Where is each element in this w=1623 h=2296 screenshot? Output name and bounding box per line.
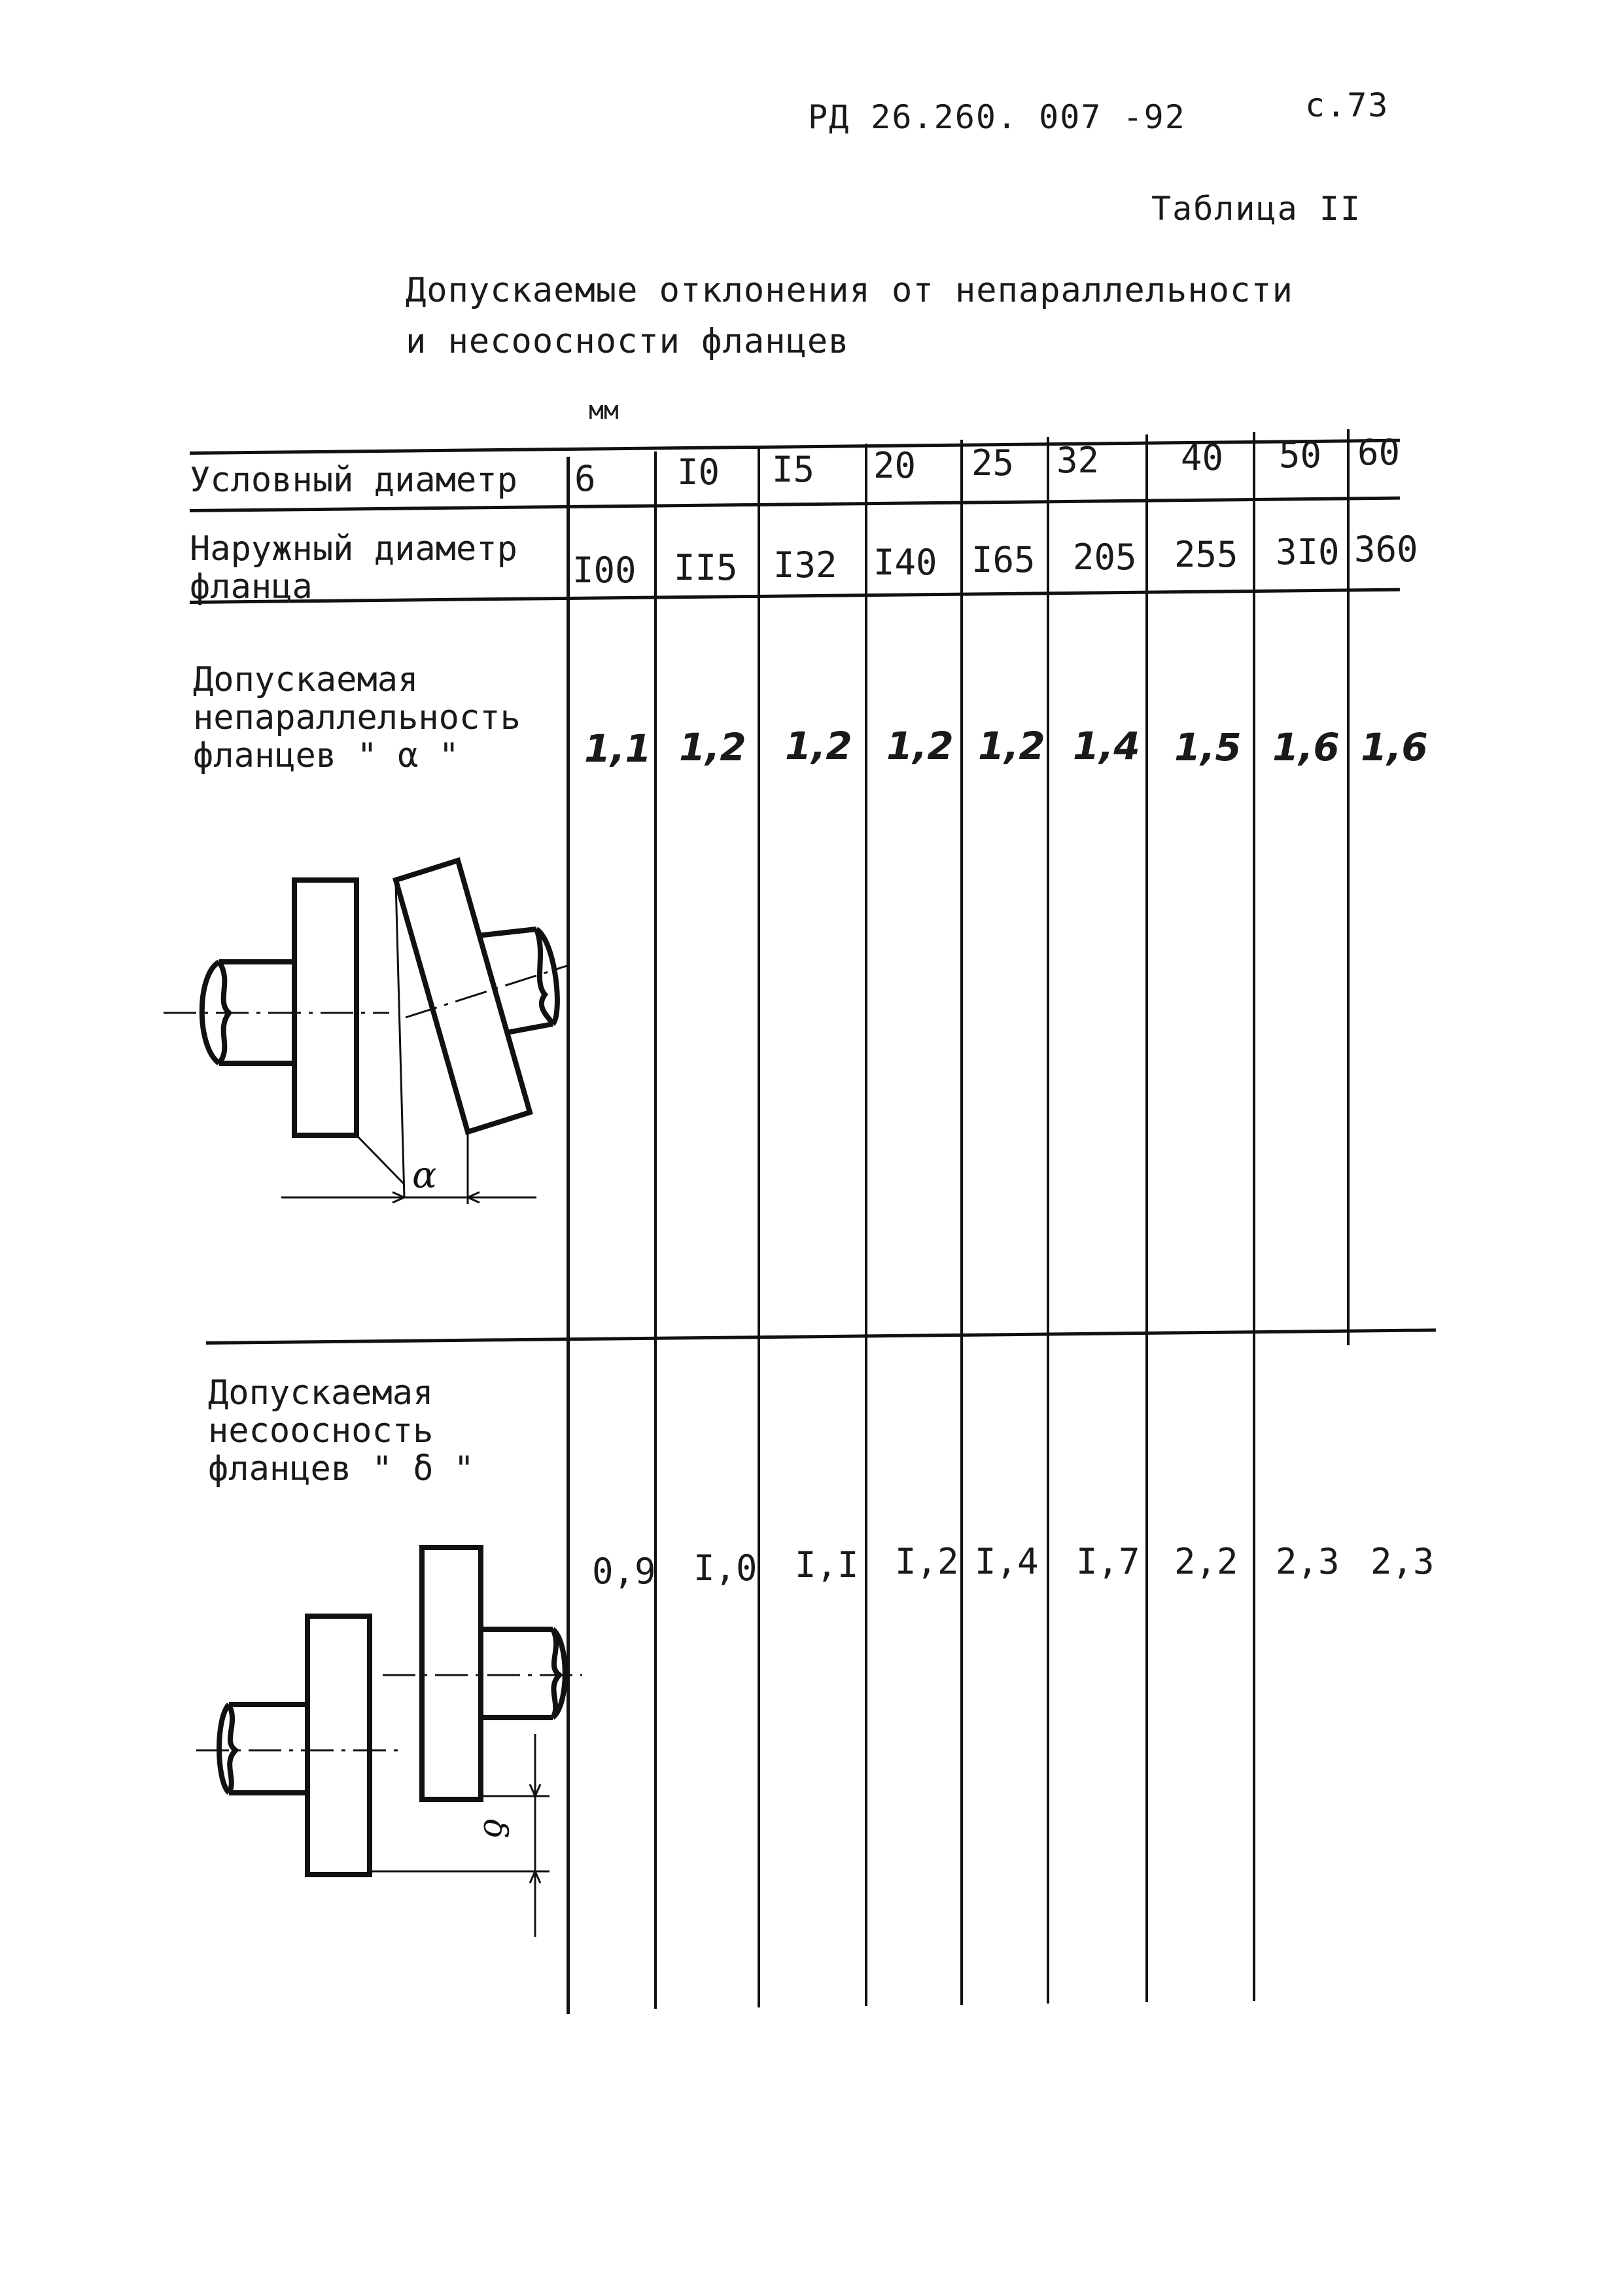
misalignment-value: 0,9 [592,1551,656,1592]
nominal-value: I5 [772,449,815,490]
label-line: Допускаемая [193,660,419,699]
title-line-1: Допускаемые отклонения от непараллельности [406,271,1293,310]
outer-value: 360 [1354,529,1418,570]
nonparallel-value: 1,5 [1174,725,1242,769]
label-line: фланцев " δ " [208,1449,474,1489]
outer-value: I40 [873,542,937,583]
title-line-2: и несоосности фланцев [406,322,850,361]
misalignment-figure [196,1547,582,1937]
label-line: фланца [190,567,313,607]
misalignment-value: 2,2 [1174,1541,1238,1582]
label-line: несоосность [208,1411,434,1451]
nonparallel-value: 1,2 [679,725,746,769]
misalignment-value: 2,3 [1276,1541,1340,1582]
nominal-value: 40 [1181,437,1224,478]
nominal-value: 25 [971,442,1015,484]
outer-value: 3I0 [1276,531,1340,573]
outer-value: 255 [1174,534,1238,575]
misalignment-value: I,I [795,1544,859,1585]
misalignment-value: I,7 [1076,1541,1140,1582]
nonparallel-value: 1,1 [584,726,652,771]
label-line: фланцев " α " [193,736,459,775]
nominal-value: 50 [1279,434,1322,476]
nonparallel-figure [164,860,569,1204]
page-number: с.73 [1305,86,1389,124]
misalignment-value: 2,3 [1370,1541,1435,1582]
delta-symbol: δ [476,1819,514,1839]
misalignment-value: I,0 [693,1547,758,1589]
misalignment-value: I,2 [895,1541,959,1582]
nonparallel-value: 1,2 [886,724,954,768]
outer-value: I65 [971,539,1036,580]
nominal-value: 6 [574,458,596,499]
label-line: Допускаемая [208,1373,434,1413]
outer-value: I32 [773,544,837,586]
nominal-value: 32 [1056,440,1100,481]
unit-label: мм [589,396,619,425]
label-line: Наружный диаметр [190,529,517,569]
outer-value: II5 [674,547,738,588]
misalignment-value: I,4 [975,1541,1039,1582]
label-line: непараллельность [193,698,521,737]
document-code: РД 26.260. 007 -92 [808,98,1186,136]
nonparallel-value: 1,2 [978,724,1045,768]
table-label: Таблица II [1151,190,1362,228]
outer-value: 205 [1073,537,1137,578]
alpha-symbol: α [412,1154,437,1197]
nominal-value: 20 [873,445,916,486]
nominal-value: I0 [677,451,720,493]
outer-value: I00 [572,550,637,591]
label-nominal-diameter: Условный диаметр [190,461,517,500]
nominal-value: 60 [1357,432,1401,473]
nonparallel-value: 1,6 [1361,725,1428,769]
nonparallel-value: 1,2 [785,724,852,768]
nonparallel-value: 1,6 [1272,725,1340,769]
nonparallel-value: 1,4 [1073,724,1140,768]
